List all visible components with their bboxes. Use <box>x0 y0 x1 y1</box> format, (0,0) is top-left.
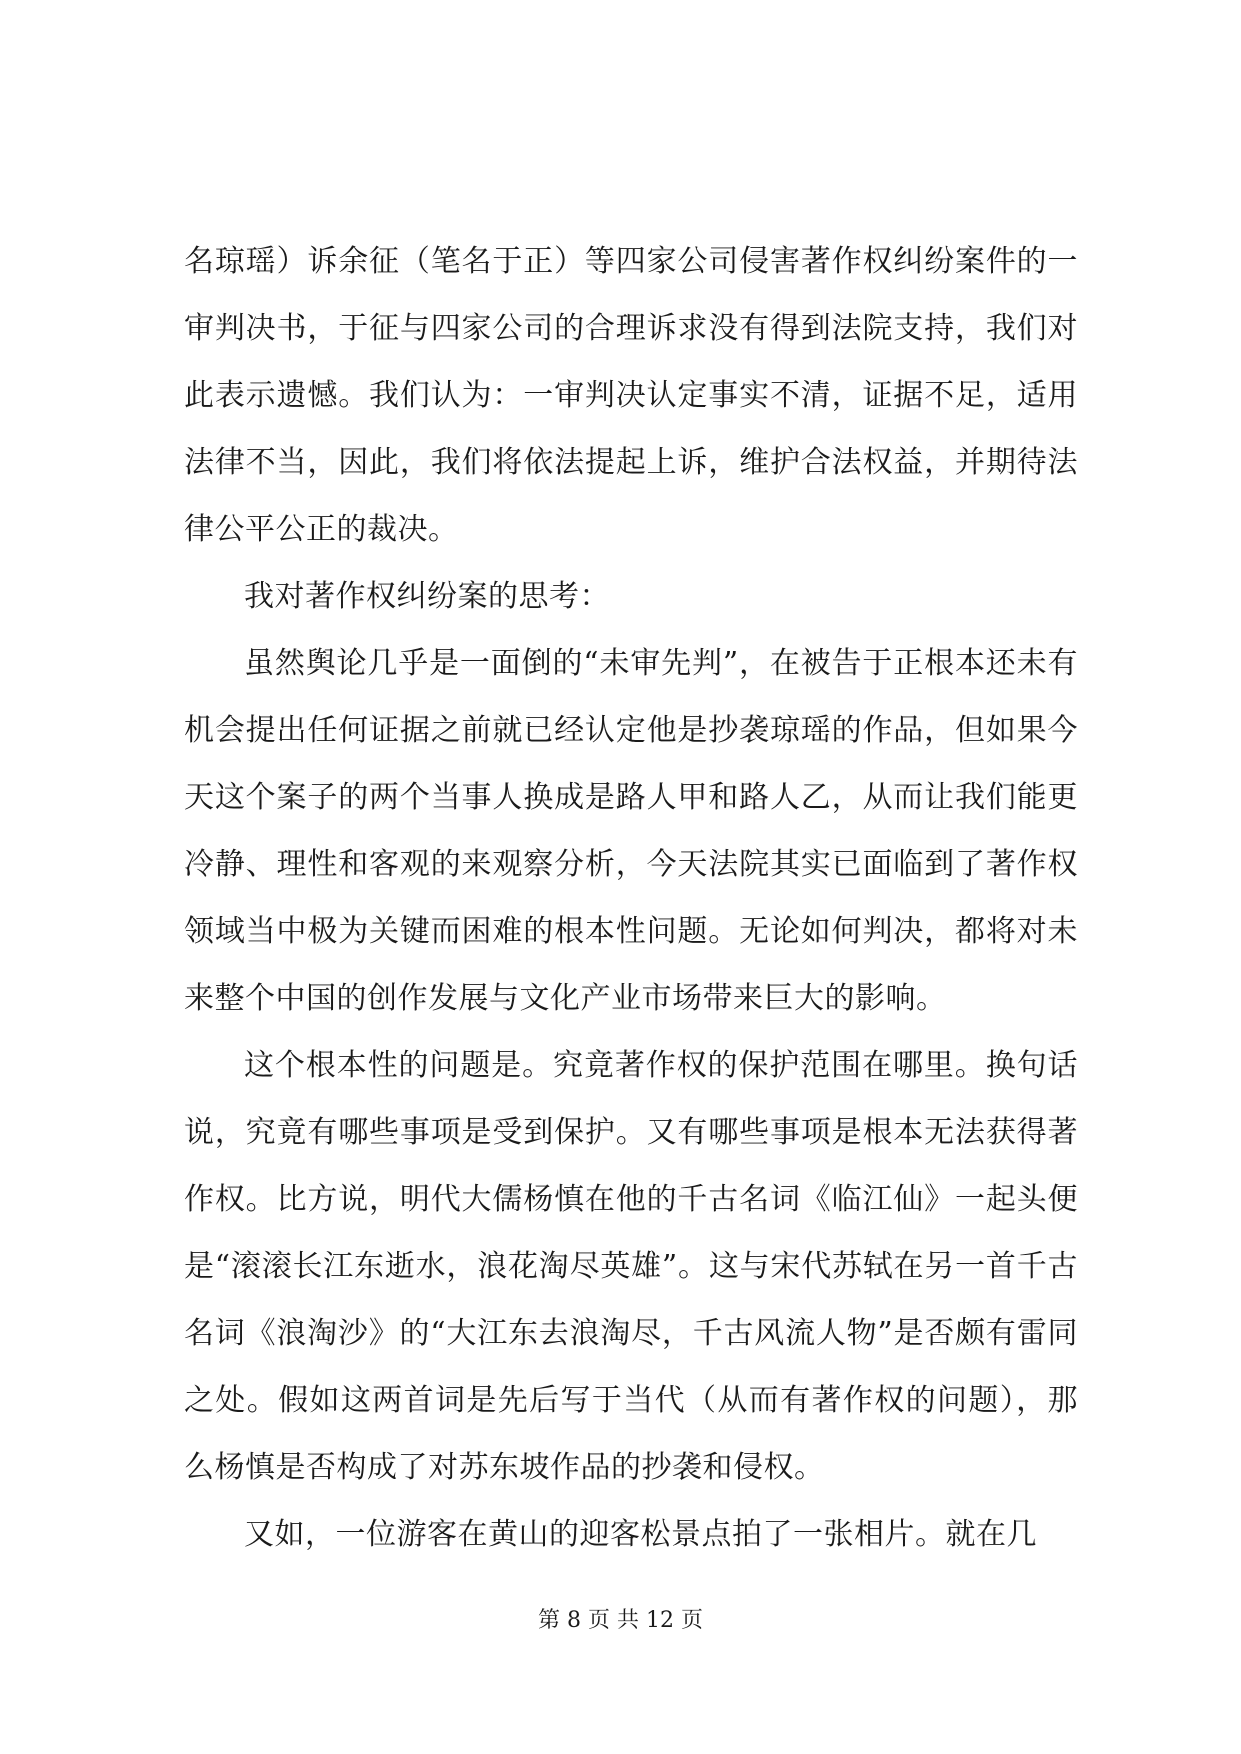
document-body <box>184 228 1078 1568</box>
page-footer: 第 8 页 共 12 页 <box>538 1608 703 1633</box>
paragraph-4: 这个根本性的问题是。究竟著作权的保护范围在哪里。换句话说，究竟有哪些事项是受到保护。又有哪些事项是根本无法获得著作权。比方说，明代大儒杨慎在他的千古名词《临江仙》一起头便是“滚滚长江东逝水，浪花淘尽英雄”。这与宋代苏轼在另一首千古名词《浪淘沙》的“大江东去浪淘尽，千古风流人物”是否颇有雷同之处。假如这两首词是先后写于当代（从而有著作权的问题），那么杨慎是否构成了对苏东坡作品的抄袭和侵权。 <box>184 1048 1078 1485</box>
paragraph-5: 又如，一位游客在黄山的迎客松景点拍了一张相片。就在几 <box>244 1517 1037 1552</box>
paragraph-1: 名琼瑶）诉余征（笔名于正）等四家公司侵害著作权纠纷案件的一审判决书，于征与四家公司的合理诉求没有得到法院支持，我们对此表示遗憾。我们认为：一审判决认定事实不清，证据不足，适用法律不当，因此，我们将依法提起上诉，维护合法权益，并期待法律公平公正的裁决。 <box>184 244 1078 547</box>
paragraph-3: 虽然舆论几乎是一面倒的“未审先判”，在被告于正根本还未有机会提出任何证据之前就已经认定他是抄袭琼瑶的作品，但如果今天这个案子的两个当事人换成是路人甲和路人乙，从而让我们能更冷静、理性和客观的来观察分析，今天法院其实已面临到了著作权领域当中极为关键而困难的根本性问题。无论如何判决，都将对未来整个中国的创作发展与文化产业市场带来巨大的影响。 <box>184 646 1078 1016</box>
paragraph-2-heading: 我对著作权纠纷案的思考： <box>244 579 610 614</box>
